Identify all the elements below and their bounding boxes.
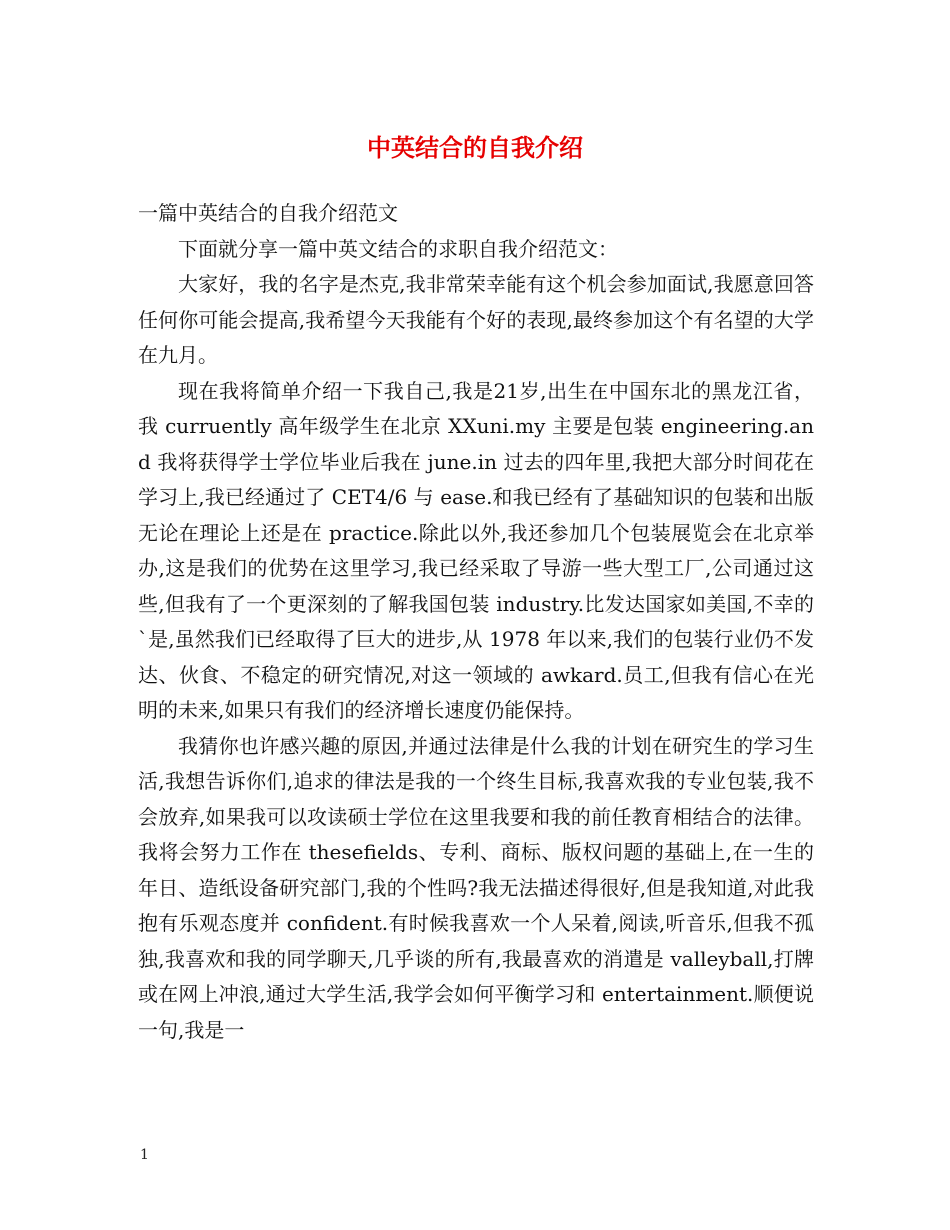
paragraph-intro: 下面就分享一篇中英文结合的求职自我介绍范文：: [178, 236, 618, 261]
paragraph-background: 现在我将简单介绍一下我自己,我是21岁,出生在中国东北的黑龙江省，我 curruently 高年级学生在北京 XXuni.my 主要是包装 engineering.and 我将获得学士学位毕业后我在 june.in 过去的四年里,我把大部分时间花在学习上,我已经通过了 CET4/6 与 ease.和我已经有了基础知识的包装和出版无论在理论上还是在 practice.除此以外,我还参加几个包装展览会在北京举办,这是我们的优势在这里学习,我已经采取了导游一些大型工厂,公司通过这些,但我有了一个更深刻的了解我国包装 industry.比发达国家如美国,不幸的`是,虽然我们已经取得了巨大的进步,从 1978 年以来,我们的包装行业仍不发达、伙食、不稳定的研究情况,对这一领域的 awkard.员工,但我有信心在光明的未来,如果只有我们的经济增长速度仍能保持。: [138, 378, 814, 722]
paragraph-greeting: 大家好，我的名字是杰克,我非常荣幸能有这个机会参加面试,我愿意回答任何你可能会提高,我希望今天我能有个好的表现,最终参加这个有名望的大学在九月。: [138, 272, 814, 367]
document-title: 中英结合的自我介绍: [367, 133, 583, 162]
paragraph-plans: 我猜你也许感兴趣的原因,并通过法律是什么我的计划在研究生的学习生活,我想告诉你们,追求的律法是我的一个终生目标,我喜欢我的专业包装,我不会放弃,如果我可以攻读硕士学位在这里我要和我的前任教育相结合的法律。我将会努力工作在 thesefields、专利、商标、版权问题的基础上,在一生的年日、造纸设备研究部门,我的个性吗?我无法描述得很好,但是我知道,对此我抱有乐观态度并 confident.有时候我喜欢一个人呆着,阅读,听音乐,但我不孤独,我喜欢和我的同学聊天,几乎谈的所有,我最喜欢的消遣是 valleyball,打牌或在网上冲浪,通过大学生活,我学会如何平衡学习和 entertainment.顺便说一句,我是一: [138, 733, 814, 1042]
page-number: 1: [140, 1147, 149, 1163]
document-subtitle: 一篇中英结合的自我介绍范文: [138, 201, 398, 225]
document-body: [138, 196, 814, 1048]
